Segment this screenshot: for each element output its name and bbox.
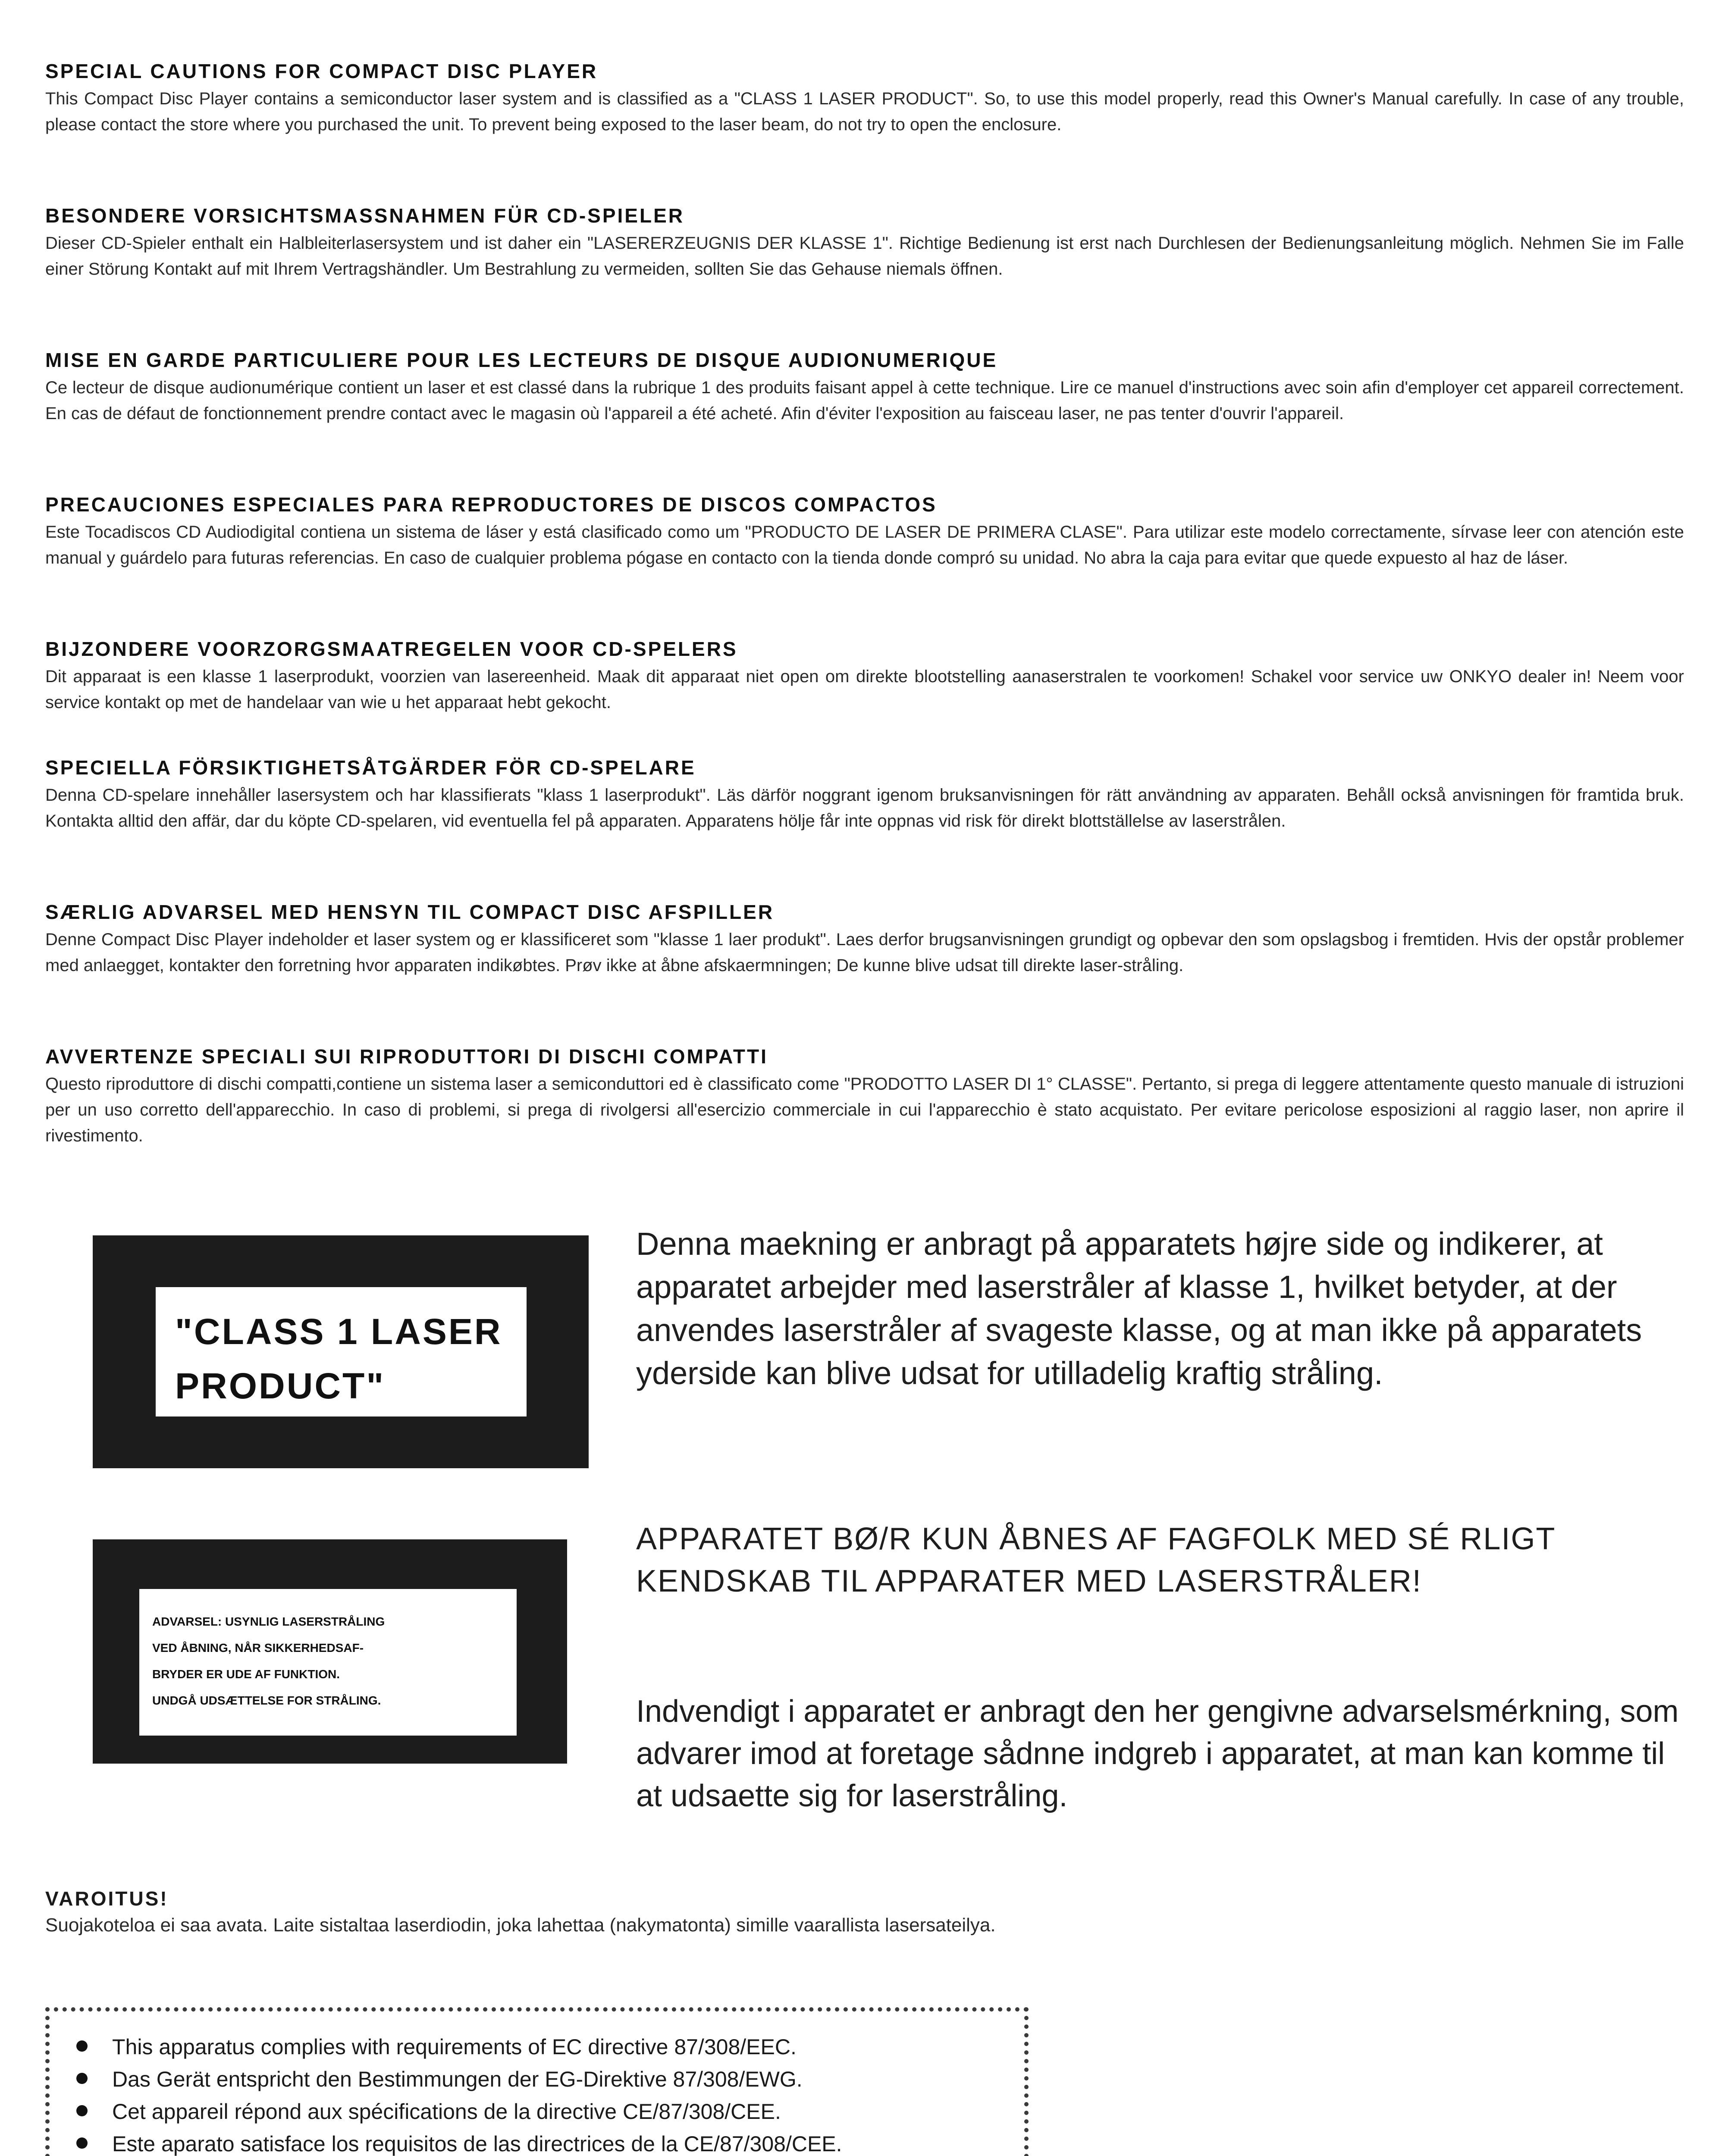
list-item: Cet appareil répond aux spécifications de la directive CE/87/308/CEE. [71, 2096, 842, 2128]
advarsel-label-text: ADVARSEL: USYNLIG LASERSTRÅLING VED ÅBNING, NÅR SIKKERHEDSAF- BRYDER ER UDE AF FUNKTION. UNDGÅ UDSÆTTELSE FOR STRÅLING. [152, 1615, 385, 1707]
caution-english [45, 58, 1684, 138]
caution-italian [45, 1044, 1684, 1149]
finnish-warning [45, 1885, 1684, 1939]
caution-body: Ce lecteur de disque audionumérique contient un laser et est classé dans la rubrique 1 des produits faisant appel à cette technique. Lire ce manuel d'instructions avec soin afin d'employer cet appareil correctement. En cas de défaut de fonctionnement prendre contact avec le magasin où l'appareil a été acheté. Afin d'éviter l'exposition au faisceau laser, ne pas tenter d'ouvrir l'appareil. [45, 378, 1684, 423]
caution-danish [45, 899, 1684, 978]
bullet-icon [76, 2105, 88, 2116]
caution-heading: PRECAUCIONES ESPECIALES PARA REPRODUCTORES DE DISCOS COMPACTOS [45, 493, 937, 516]
caution-heading: AVVERTENZE SPECIALI SUI RIPRODUTTORI DI DISCHI COMPATTI [45, 1045, 768, 1068]
caution-spanish [45, 492, 1684, 571]
caution-heading: MISE EN GARDE PARTICULIERE POUR LES LECTEURS DE DISQUE AUDIONUMERIQUE [45, 349, 998, 371]
bullet-icon [76, 2073, 88, 2084]
caution-heading: SPECIAL CAUTIONS FOR COMPACT DISC PLAYER [45, 60, 598, 82]
list-item: Das Gerät entspricht den Bestimmungen der EG-Direktive 87/308/EWG. [71, 2063, 842, 2096]
caution-body: Questo riproduttore di dischi compatti,contiene un sistema laser a semiconduttori ed è classificato come "PRODOTTO LASER DI 1° CLASSE". Pertanto, si prega di leggere attentamente questo manuale di istruzioni per un uso corretto dell'apparecchio. In caso di problemi, si prega di rivolgersi all'esercizio commerciale in cui l'apparecchio è stato acquistato. Per evitare pericolose esposizioni al raggio laser, non aprire il rivestimento. [45, 1075, 1684, 1145]
caution-heading: BIJZONDERE VOORZORGSMAATREGELEN VOOR CD-SPELERS [45, 638, 738, 660]
class1-label-panel [156, 1287, 527, 1416]
caution-body: Denne Compact Disc Player indeholder et laser system og er klassificeret som "klasse 1 laer produkt". Laes derfor brugsanvisningen grundigt og opbevar den som opslagsbog i fremtiden. Hvis der opstår problemer med anlaegget, kontakter den forretning hvor apparaten indikøbtes. Prøv ikke at åbne afskaermningen; De kunne blive udsat till direkte laser-stråling. [45, 930, 1684, 975]
caution-body: Denna CD-spelare innehåller lasersystem och har klassifierats "klass 1 laserprodukt". Läs därför noggrant igenom bruksanvisningen för rätt användning av apparaten. Behåll också anvisningen för framtida bruk. Kontakta alltid den affär, dar du köpte CD-spelaren, vid eventuella fel på apparaten. Apparatens hölje får inte oppnas vid risk för direkt blottställelse av laserstrålen. [45, 786, 1684, 830]
finnish-warning-body: Suojakoteloa ei saa avata. Laite sistaltaa laserdiodin, joka lahettaa (nakymatonta) simille vaarallista lasersateilya. [45, 1915, 996, 1936]
caution-body: This Compact Disc Player contains a semiconductor laser system and is classified as a "CLASS 1 LASER PRODUCT". So, to use this model properly, read this Owner's Manual carefully. In case of any trouble, please contact the store where you purchased the unit. To prevent being exposed to the laser beam, do not try to open the enclosure. [45, 89, 1684, 134]
ec-compliance-box [45, 2007, 1029, 2156]
danish-label-description: Denna maekning er anbragt på apparatets højre side og indikerer, at apparatet arbejder med laserstråler af klasse 1, hvilket betyder, at der anvendes laserstråler af svageste klasse, og at man ikke på apparatets yderside kan blive udsat for utilladelig kraftig stråling. [636, 1226, 1642, 1391]
bullet-icon [76, 2040, 88, 2052]
class1-laser-label [93, 1235, 589, 1468]
caution-body: Dieser CD-Spieler enthalt ein Halbleiterlasersystem und ist daher ein "LASERERZEUGNIS DER KLASSE 1". Richtige Bedienung ist erst nach Durchlesen der Bedienungsanleitung möglich. Nehmen Sie im Falle einer Störung Kontakt auf mit Ihrem Vertragshändler. Um Bestrahlung zu vermeiden, sollten Sie das Gehause niemals öffnen. [45, 234, 1684, 279]
caution-heading: BESONDERE VORSICHTSMASSNAHMEN FÜR CD-SPIELER [45, 204, 684, 227]
bullet-icon [76, 2137, 88, 2149]
advarsel-warning-label [93, 1539, 567, 1764]
danish-warning-heading: APPARATET BØ/R KUN ÅBNES AF FAGFOLK MED SÉ RLIGT KENDSKAB TIL APPARATER MED LASERSTRÅLER! [636, 1522, 1556, 1598]
caution-german [45, 203, 1684, 282]
caution-body: Dit apparaat is een klasse 1 laserprodukt, voorzien van lasereenheid. Maak dit apparaat niet open om direkte blootstelling aanaserstralen te voorkomen! Schakel voor service uw ONKYO dealer in! Neem voor service kontakt op met de handelaar van wie u het apparaat hebt gekocht. [45, 667, 1684, 712]
caution-swedish [45, 755, 1684, 834]
caution-body: Este Tocadiscos CD Audiodigital contiena un sistema de láser y está clasificado como um "PRODUCTO DE LASER DE PRIMERA CLASE". Para utilizar este modelo correctamente, sírvase leer con atención este manual y guárdelo para futuras referencias. En caso de cualquier problema pógase en contacto con la tienda donde compró su unidad. No abra la caja para evitar que quede expuesto al haz de láser. [45, 523, 1684, 567]
ec-compliance-list [71, 2031, 842, 2156]
finnish-warning-heading: VAROITUS! [45, 1887, 169, 1910]
class1-label-text: "CLASS 1 LASER PRODUCT" [175, 1311, 502, 1406]
danish-warning-description: Indvendigt i apparatet er anbragt den her gengivne advarselsmérkning, som advarer imod at foretage sådnne indgreb i apparatet, at man kan komme til at udsaette sig for laserstråling. [636, 1694, 1679, 1813]
caution-french [45, 347, 1684, 426]
list-item: Este aparato satisface los requisitos de las directrices de la CE/87/308/CEE. [71, 2128, 842, 2156]
caution-dutch [45, 636, 1684, 715]
advarsel-label-panel [139, 1589, 517, 1736]
caution-heading: SÆRLIG ADVARSEL MED HENSYN TIL COMPACT DISC AFSPILLER [45, 901, 775, 923]
list-item: This apparatus complies with requirements of EC directive 87/308/EEC. [71, 2031, 842, 2063]
caution-heading: SPECIELLA FÖRSIKTIGHETSÅTGÄRDER FÖR CD-SPELARE [45, 756, 696, 779]
